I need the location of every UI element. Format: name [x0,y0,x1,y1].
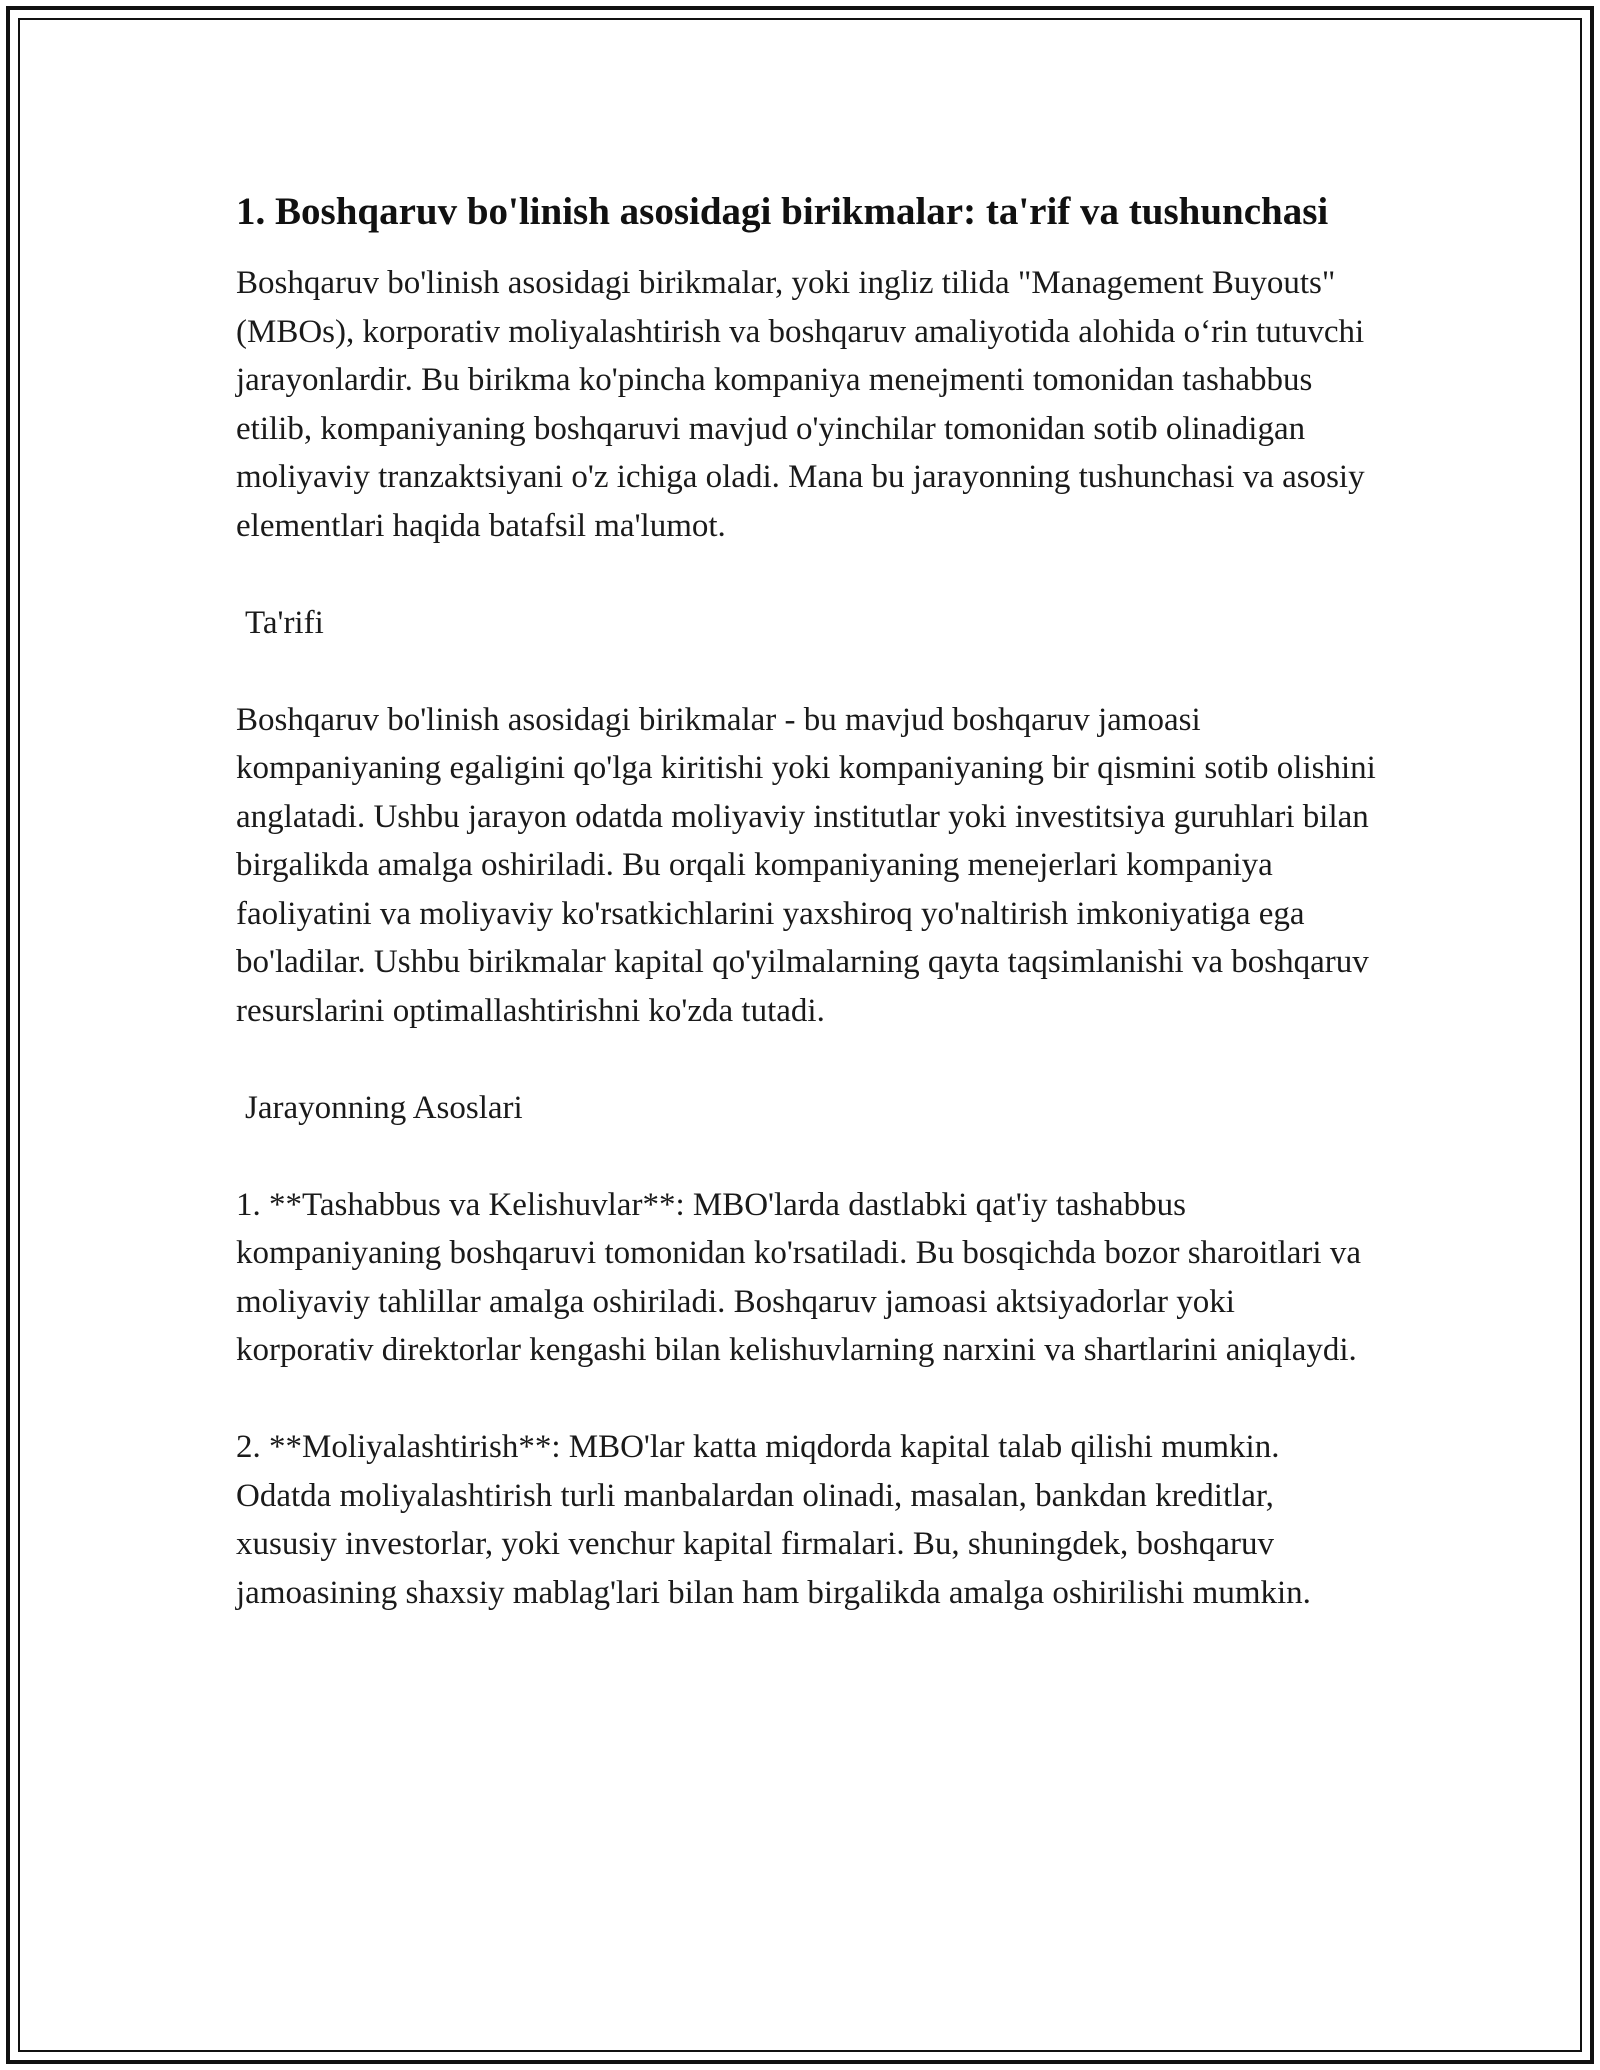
basics-heading: Jarayonning Asoslari [245,1089,523,1126]
list-item-financing: 2. **Moliyalashtirish**: MBO'lar katta miqdorda kapital talab qilishi mumkin. Odatda moliyalashtirish turli manbalardan olinadi, masalan, bankdan kreditlar, xususiy investorlar, yoki venchur kapital firmalari. Bu, shuningdek, boshqaruv jamoasining shaxsiy mablag'lari bilan ham birgalikda amalga oshirilishi mumkin. [236,1429,1311,1611]
definition-heading: Ta'rifi [245,604,324,641]
definition-paragraph: Boshqaruv bo'linish asosidagi birikmalar - bu mavjud boshqaruv jamoasi kompaniyaning egaligini qo'lga kiritishi yoki kompaniyaning bir qismini sotib olishini anglatadi. Ushbu jarayon odatda moliyaviy institutlar yoki investitsiya guruhlari bilan birgalikda amalga oshiriladi. Bu orqali kompaniyaning menejerlari kompaniya faoliyatini va moliyaviy ko'rsatkichlarini yaxshiroq yo'naltirish imkoniyatiga ega bo'ladilar. Ushbu birikmalar kapital qo'yilmalarning qayta taqsimlanishi va boshqaruv resurslarini optimallashtirishni ko'zda tutadi. [236,701,1376,1029]
spacer [236,550,1376,599]
spacer [236,1035,1376,1084]
list-item-initiative: 1. **Tashabbus va Kelishuvlar**: MBO'larda dastlabki qat'iy tashabbus kompaniyaning boshqaruvi tomonidan ko'rsatiladi. Bu bosqichda bozor sharoitlari va moliyaviy tahlillar amalga oshiriladi. Boshqaruv jamoasi aktsiyadorlar yoki korporativ direktorlar kengashi bilan kelishuvlarning narxini va shartlarini aniqlaydi. [236,1186,1361,1368]
document-title: 1. Boshqaruv bo'linish asosidagi birikmalar: ta'rif va tushunchasi [236,190,1329,233]
intro-paragraph: Boshqaruv bo'linish asosidagi birikmalar, yoki ingliz tilida "Management Buyouts" (MBOs), korporativ moliyalashtirish va boshqaruv amaliyotida alohida o‘rin tutuvchi jarayonlardir. Bu birikma ko'pincha kompaniya menejmenti tomonidan tashabbus etilib, kompaniyaning boshqaruvi mavjud o'yinchilar tomonidan sotib olinadigan moliyaviy tranzaktsiyani o'z ichiga oladi. Mana bu jarayonning tushunchasi va asosiy elementlari haqida batafsil ma'lumot. [236,265,1365,544]
spacer [236,647,1376,696]
document-body [236,184,1376,1617]
spacer [236,1375,1376,1424]
spacer [236,1132,1376,1181]
